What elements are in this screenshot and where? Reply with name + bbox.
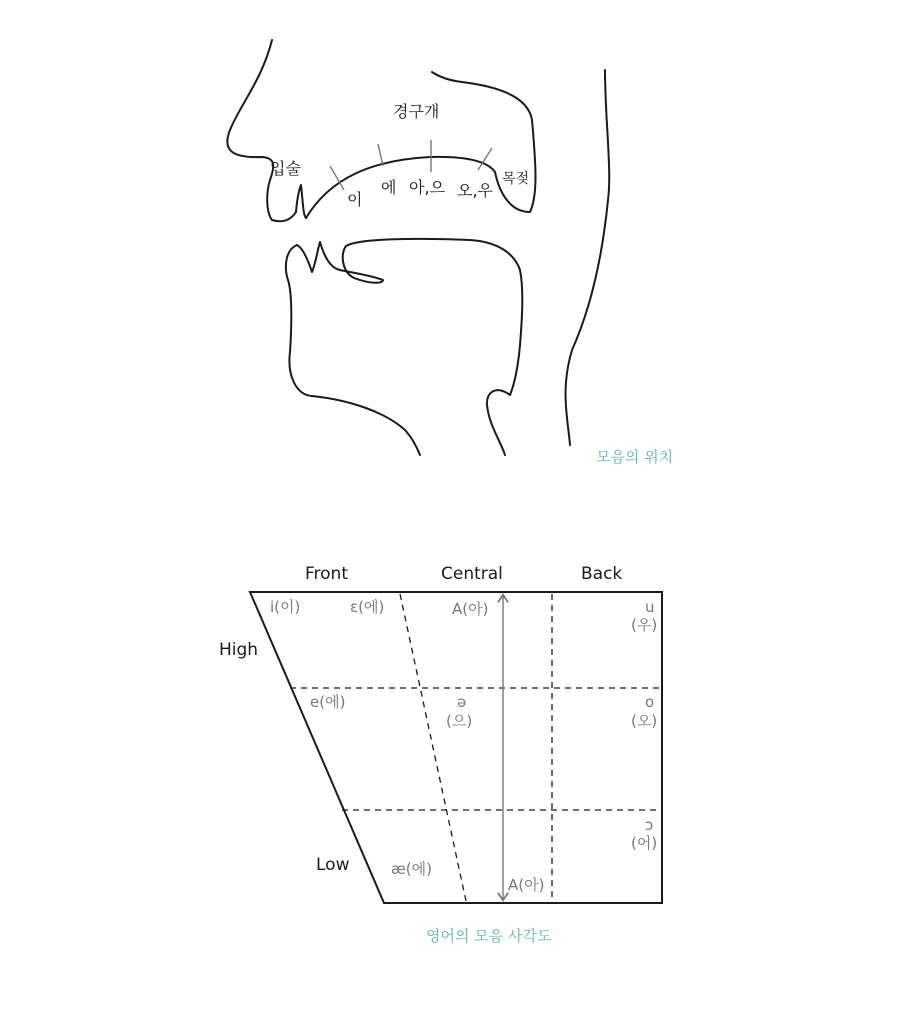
soft-palate-label: 목젖	[502, 171, 530, 187]
lips-label: 입술	[270, 159, 301, 178]
hard-palate-label: 경구개	[393, 102, 440, 121]
quad-vowels	[270, 598, 657, 894]
vowel-schwa-korean: (으)	[446, 712, 473, 730]
vowel-a-bottom: A(아)	[508, 876, 545, 894]
vowel-a-top: A(아)	[452, 600, 489, 618]
tongue-outline	[297, 239, 522, 455]
vowel-e-label: 에	[381, 178, 397, 197]
vowel-o-symbol: o	[645, 693, 655, 711]
vowel-epsilon: ɛ(에)	[350, 598, 385, 616]
row-low: Low	[316, 855, 350, 875]
vowel-e: e(에)	[310, 693, 346, 711]
vowel-open-o-korean: (어)	[631, 834, 658, 852]
vowel-o-u-label: 오,우	[457, 181, 493, 200]
header-back: Back	[581, 564, 623, 584]
vowel-o-korean: (오)	[631, 712, 658, 730]
vowel-ae: æ(에)	[391, 860, 432, 878]
dashed-central-divider	[400, 594, 466, 901]
quad-caption: 영어의 모음 사각도	[426, 927, 552, 945]
mouth-caption: 모음의 위치	[596, 448, 674, 466]
header-central: Central	[441, 564, 503, 584]
pharynx-wall	[566, 70, 610, 445]
row-high: High	[219, 640, 259, 660]
vowel-u-symbol: u	[645, 598, 655, 616]
vowel-a-eu-label: 아,으	[409, 178, 445, 197]
vowel-i-label: 이	[347, 190, 363, 209]
header-front: Front	[305, 564, 348, 584]
vowel-open-o-symbol: ɔ	[645, 816, 654, 834]
tick-e	[378, 144, 383, 166]
tick-i	[330, 166, 344, 190]
vowel-schwa-symbol: ə	[457, 693, 467, 711]
vowel-i: i(이)	[270, 598, 301, 616]
mouth-labels	[270, 102, 529, 209]
nose-upper-lip-outline	[227, 40, 306, 221]
vowel-u-korean: (우)	[631, 616, 658, 634]
quadrilateral	[250, 592, 662, 903]
